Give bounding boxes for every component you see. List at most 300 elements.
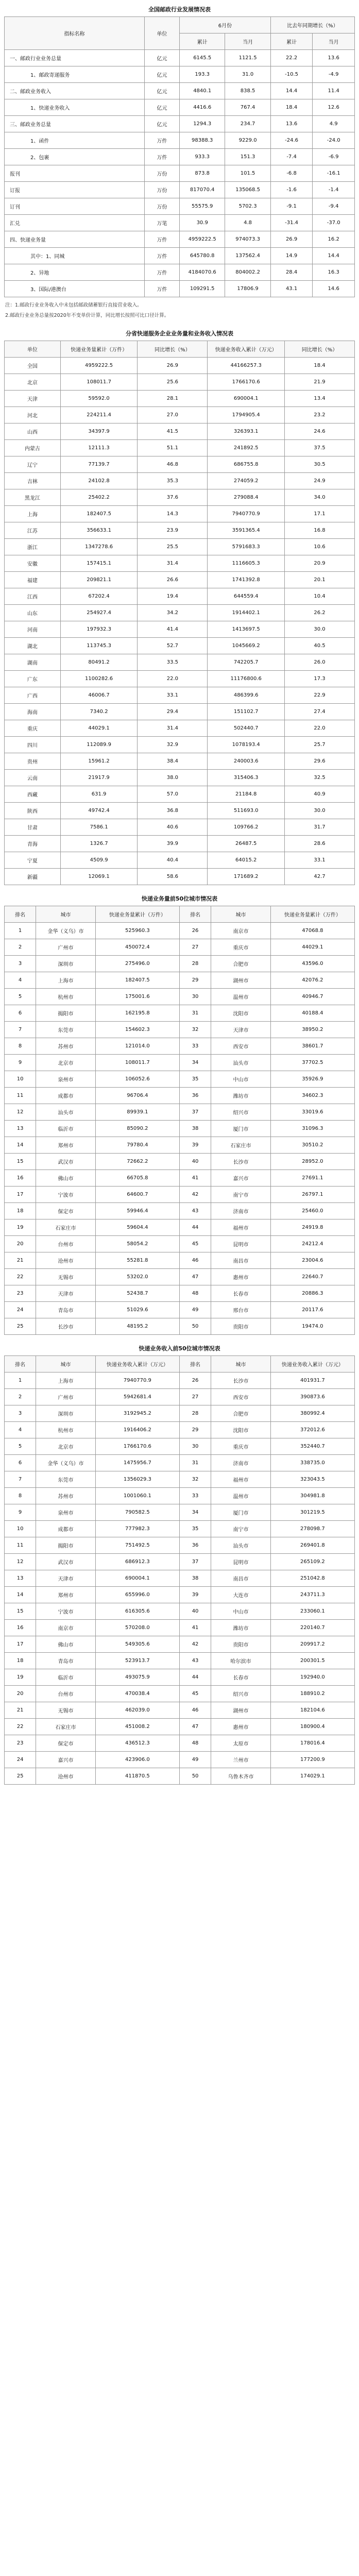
table-row (5, 248, 355, 264)
table-cell: 杭州市 (36, 989, 96, 1005)
table-cell: 潍坊市 (211, 1620, 271, 1636)
table-cell: 1294.3 (180, 116, 225, 132)
table-cell: 34.0 (284, 489, 354, 506)
table-cell: 5 (5, 989, 36, 1005)
table-cell: -10.5 (270, 66, 313, 83)
table-cell: 436512.3 (95, 1735, 179, 1752)
table-cell: 401931.7 (270, 1372, 354, 1389)
table-cell: 佛山市 (36, 1170, 96, 1187)
table-cell: 潍坊市 (211, 1088, 271, 1104)
table-row (5, 555, 355, 572)
table-cell: 9 (5, 1055, 36, 1071)
table-row (5, 1570, 355, 1587)
table-cell: 新疆 (5, 869, 61, 885)
table-row (5, 198, 355, 215)
table-cell: 6145.5 (180, 50, 225, 66)
table-row (5, 66, 355, 83)
table-row (5, 1170, 355, 1187)
table-cell: 西藏 (5, 786, 61, 803)
table-cell: 台州市 (36, 1686, 96, 1702)
table-cell: 43 (179, 1653, 211, 1669)
table-cell: 广东 (5, 671, 61, 687)
table-cell: 52.7 (138, 638, 208, 654)
table-cell: 645780.8 (180, 248, 225, 264)
table-cell: 25 (5, 1318, 36, 1335)
table-cell: 26.9 (138, 358, 208, 374)
table-cell: 内蒙古 (5, 440, 61, 456)
table-cell: 亿元 (145, 99, 180, 116)
table-cell: 天津市 (211, 1022, 271, 1038)
table-cell: 171689.2 (208, 869, 285, 885)
table-cell: 48 (179, 1285, 211, 1302)
table-cell: 37 (179, 1104, 211, 1121)
table-cell: 石家庄市 (211, 1137, 271, 1154)
table-cell: 合肥市 (211, 956, 271, 972)
table-row (5, 1587, 355, 1603)
table-row (5, 1471, 355, 1488)
table-cell: 162195.8 (95, 1005, 179, 1022)
table-cell: 金华（义乌）市 (36, 1455, 96, 1471)
table-cell: 南宁市 (211, 1521, 271, 1537)
table-row (5, 1071, 355, 1088)
table-cell: 河南 (5, 621, 61, 638)
table-cell: 182407.5 (95, 972, 179, 989)
table-row (5, 423, 355, 440)
table-cell: 26.6 (138, 572, 208, 588)
table-cell: 22 (5, 1719, 36, 1735)
table-cell: 275496.0 (95, 956, 179, 972)
table-cell: 21 (5, 1702, 36, 1719)
table-cell: 243711.3 (270, 1587, 354, 1603)
table-cell: 5 (5, 1438, 36, 1455)
table-cell: 杭州市 (36, 1422, 96, 1438)
table-cell: 11.4 (313, 83, 355, 99)
table-cell: 27 (179, 1389, 211, 1405)
table-cell: 188910.2 (270, 1686, 354, 1702)
table-cell: 天津 (5, 391, 61, 407)
table-cell: -1.6 (270, 182, 313, 198)
table-cell: 40946.7 (270, 989, 354, 1005)
table-cell: 陕西 (5, 803, 61, 819)
table-row (5, 1636, 355, 1653)
table-row (5, 687, 355, 704)
table-cell: 29.4 (138, 704, 208, 720)
column-header: 同比增长（%） (284, 341, 354, 358)
table-cell: 36 (179, 1088, 211, 1104)
table-cell: 亿元 (145, 50, 180, 66)
table-cell: 长沙市 (211, 1372, 271, 1389)
table-cell: 8 (5, 1038, 36, 1055)
table-row (5, 1521, 355, 1537)
table-cell: 邢台市 (211, 1302, 271, 1318)
table-cell: 36.8 (138, 803, 208, 819)
table-cell: 523913.7 (95, 1653, 179, 1669)
table-cell: 8 (5, 1488, 36, 1504)
table1-notes (4, 297, 355, 324)
table-cell: 40 (179, 1154, 211, 1170)
table-cell: 174029.1 (270, 1768, 354, 1785)
table-cell: 嘉兴市 (36, 1752, 96, 1768)
table-cell: 48195.2 (95, 1318, 179, 1335)
table-cell: 30510.2 (270, 1137, 354, 1154)
table-cell: 1045669.2 (208, 638, 285, 654)
table-cell: 山东 (5, 605, 61, 621)
table-cell: 4184070.6 (180, 264, 225, 281)
table-cell: 224211.4 (60, 407, 138, 423)
table-cell: 31 (179, 1005, 211, 1022)
table-cell: 21917.9 (60, 770, 138, 786)
column-header: 同比增长（%） (138, 341, 208, 358)
table-row (5, 99, 355, 116)
table-cell: 1326.7 (60, 836, 138, 852)
table-row (5, 456, 355, 473)
column-header: 排名 (5, 1356, 36, 1372)
table-cell: 85090.2 (95, 1121, 179, 1137)
table-cell: 31 (179, 1455, 211, 1471)
table-cell: 20.1 (284, 572, 354, 588)
table-cell: 成都市 (36, 1088, 96, 1104)
table-cell: 南京市 (36, 1620, 96, 1636)
table-cell: 上海市 (36, 1372, 96, 1389)
table-cell: 惠州市 (211, 1719, 271, 1735)
indicator-name: 2、异地 (5, 264, 145, 281)
table-row (5, 819, 355, 836)
table-row (5, 1735, 355, 1752)
table-cell: 16.8 (284, 522, 354, 539)
table-cell: 宁夏 (5, 852, 61, 869)
table-cell: 24.6 (284, 423, 354, 440)
table-cell: 北京 (5, 374, 61, 391)
table-cell: 42 (179, 1636, 211, 1653)
table-cell: 亿元 (145, 83, 180, 99)
table-cell: 6 (5, 1005, 36, 1022)
table-cell: 80491.2 (60, 654, 138, 671)
table-row (5, 588, 355, 605)
table-cell: 38601.7 (270, 1038, 354, 1055)
table-cell: 苏州市 (36, 1488, 96, 1504)
table-cell: 9229.0 (225, 132, 270, 149)
table-cell: 16 (5, 1170, 36, 1187)
table-cell: 辽宁 (5, 456, 61, 473)
table-cell: 570208.0 (95, 1620, 179, 1636)
table-cell: 10 (5, 1071, 36, 1088)
table-cell: 767.4 (225, 99, 270, 116)
table-cell: 13.6 (270, 116, 313, 132)
table-cell: 72662.2 (95, 1154, 179, 1170)
indicator-name: 订报 (5, 182, 145, 198)
table-cell: 655996.0 (95, 1587, 179, 1603)
table-cell: 济南市 (211, 1203, 271, 1219)
table-cell: -24.0 (313, 132, 355, 149)
table-cell: 亿元 (145, 66, 180, 83)
table-cell: 209821.1 (60, 572, 138, 588)
table-cell: 34 (179, 1055, 211, 1071)
table-cell: 33 (179, 1038, 211, 1055)
table-cell: 29.6 (284, 753, 354, 770)
table-row (5, 836, 355, 852)
table-cell: 6 (5, 1455, 36, 1471)
table3-title: 快递业务量前50位城市情况表 (141, 895, 218, 902)
table-cell: 广州市 (36, 939, 96, 956)
table-row (5, 264, 355, 281)
table-cell: 沧州市 (36, 1252, 96, 1269)
table-cell: 31096.3 (270, 1121, 354, 1137)
table-cell: 43596.0 (270, 956, 354, 972)
table-cell: 河北 (5, 407, 61, 423)
column-header: 城市 (36, 906, 96, 923)
table-cell: 泉州市 (36, 1071, 96, 1088)
table-row (5, 1686, 355, 1702)
table-cell: 济南市 (211, 1455, 271, 1471)
table-cell: 113745.3 (60, 638, 138, 654)
table-cell: 万件 (145, 231, 180, 248)
table-cell: 台州市 (36, 1236, 96, 1252)
table-cell: 13 (5, 1570, 36, 1587)
table-row (5, 1372, 355, 1389)
table-cell: 51029.6 (95, 1302, 179, 1318)
table-cell: 26.0 (284, 654, 354, 671)
table-cell: 40.6 (138, 819, 208, 836)
table-row (5, 1504, 355, 1521)
table-cell: 23 (5, 1735, 36, 1752)
table-row (5, 638, 355, 654)
table-cell: 356633.1 (60, 522, 138, 539)
table-cell: 22.0 (138, 671, 208, 687)
table-cell: 33.1 (284, 852, 354, 869)
table-row (5, 1252, 355, 1269)
indicator-name: 一、邮政行业业务总量 (5, 50, 145, 66)
table-row (5, 956, 355, 972)
table-cell: 67202.4 (60, 588, 138, 605)
table-cell: -37.0 (313, 215, 355, 231)
table-cell: 15 (5, 1603, 36, 1620)
table-cell: 96706.4 (95, 1088, 179, 1104)
table-cell: 上海市 (36, 972, 96, 989)
postal-industry-table (4, 16, 355, 297)
table-cell: 万件 (145, 149, 180, 165)
table-row (5, 1219, 355, 1236)
table-cell: 青岛市 (36, 1653, 96, 1669)
table-row (5, 506, 355, 522)
table-cell: 23.9 (138, 522, 208, 539)
table-cell: 151.3 (225, 149, 270, 165)
indicator-name: 订刊 (5, 198, 145, 215)
table-cell: 24.9 (284, 473, 354, 489)
table-cell: 绍兴市 (211, 1104, 271, 1121)
table-cell: 石家庄市 (36, 1219, 96, 1236)
table-cell: 33019.6 (270, 1104, 354, 1121)
table-cell: 温州市 (211, 989, 271, 1005)
table-cell: 13.6 (313, 50, 355, 66)
table-cell: 22.0 (284, 720, 354, 737)
table-cell: 151102.7 (208, 704, 285, 720)
table-cell: 28.4 (270, 264, 313, 281)
indicator-name: 二、邮政业务收入 (5, 83, 145, 99)
table-cell: 89939.1 (95, 1104, 179, 1121)
table-cell: 27.4 (284, 704, 354, 720)
table-cell: 汕头市 (211, 1055, 271, 1071)
table-cell: 37702.5 (270, 1055, 354, 1071)
table-cell: 137562.4 (225, 248, 270, 264)
table-row (5, 1554, 355, 1570)
table-cell: 20117.6 (270, 1302, 354, 1318)
table-cell: 35926.9 (270, 1071, 354, 1088)
table-cell: 112089.9 (60, 737, 138, 753)
table-cell: 18.4 (284, 358, 354, 374)
table-cell: 135068.5 (225, 182, 270, 198)
table-cell: 108011.7 (60, 374, 138, 391)
table-cell: 301219.5 (270, 1504, 354, 1521)
table-cell: 37.6 (138, 489, 208, 506)
table-cell: 32 (179, 1471, 211, 1488)
table-cell: 10.4 (284, 588, 354, 605)
table-cell: 43 (179, 1203, 211, 1219)
table-cell: 长春市 (211, 1669, 271, 1686)
table-cell: 保定市 (36, 1735, 96, 1752)
table-row (5, 654, 355, 671)
table-row (5, 407, 355, 423)
table-cell: 46 (179, 1702, 211, 1719)
table-cell: 49742.4 (60, 803, 138, 819)
table-cell: 27 (179, 939, 211, 956)
table-row (5, 440, 355, 456)
table-cell: 宁波市 (36, 1603, 96, 1620)
table-cell: 郑州市 (36, 1587, 96, 1603)
table-row (5, 1620, 355, 1636)
table1-title: 全国邮政行业发展情况表 (148, 6, 211, 13)
table-cell: 279088.4 (208, 489, 285, 506)
table-cell: 22640.7 (270, 1269, 354, 1285)
table-row (5, 1154, 355, 1170)
table-cell: 14 (5, 1587, 36, 1603)
table-cell: 352440.7 (270, 1438, 354, 1455)
table-cell: 23 (5, 1285, 36, 1302)
table-cell: 372012.6 (270, 1422, 354, 1438)
indicator-name: 2、包裹 (5, 149, 145, 165)
table-cell: 4 (5, 972, 36, 989)
table-row (5, 1768, 355, 1785)
table-cell: 18.4 (270, 99, 313, 116)
table-cell: 24 (5, 1752, 36, 1768)
table-row (5, 50, 355, 66)
table-cell: 59592.0 (60, 391, 138, 407)
table-row (5, 923, 355, 939)
column-header: 快递业务量累计（万件） (60, 341, 138, 358)
table-cell: 33 (179, 1488, 211, 1504)
table-cell: 西安市 (211, 1038, 271, 1055)
table-cell: 24 (5, 1302, 36, 1318)
table-cell: 惠州市 (211, 1269, 271, 1285)
table-cell: 838.5 (225, 83, 270, 99)
table-cell: 44029.1 (270, 939, 354, 956)
table-cell: 吉林 (5, 473, 61, 489)
table-cell: 1100282.6 (60, 671, 138, 687)
table-cell: 19474.0 (270, 1318, 354, 1335)
table-cell: 59946.4 (95, 1203, 179, 1219)
table-row (5, 1422, 355, 1438)
table-cell: 3 (5, 1405, 36, 1422)
table-cell: 湖州市 (211, 1702, 271, 1719)
table-cell: 274059.2 (208, 473, 285, 489)
table-row (5, 989, 355, 1005)
table-cell: 53202.0 (95, 1269, 179, 1285)
table-cell: 241892.5 (208, 440, 285, 456)
table-cell: 大连市 (211, 1587, 271, 1603)
table-cell: 109766.2 (208, 819, 285, 836)
table-row (5, 1302, 355, 1318)
table-cell: 福建 (5, 572, 61, 588)
table-cell: 亿元 (145, 116, 180, 132)
table-cell: 55575.9 (180, 198, 225, 215)
table-cell: 55281.8 (95, 1252, 179, 1269)
table-cell: 泉州市 (36, 1504, 96, 1521)
table-cell: 太原市 (211, 1735, 271, 1752)
table-cell: 57.0 (138, 786, 208, 803)
table-row (5, 704, 355, 720)
table-cell: 200301.5 (270, 1653, 354, 1669)
column-header: 快递业务收入累计（万元） (208, 341, 285, 358)
table-cell: 万份 (145, 198, 180, 215)
table-cell: 1766170.6 (208, 374, 285, 391)
table-cell: 全国 (5, 358, 61, 374)
table-cell: -4.9 (313, 66, 355, 83)
table-cell: 77139.7 (60, 456, 138, 473)
table4-title: 快递业务收入前50位城市情况表 (139, 1345, 220, 1352)
table-cell: 450072.4 (95, 939, 179, 956)
table-cell: 深圳市 (36, 956, 96, 972)
table-row (5, 1438, 355, 1455)
table-cell: 7940770.9 (208, 506, 285, 522)
table-cell: 644559.4 (208, 588, 285, 605)
column-header: 快递业务量累计（万件） (270, 906, 354, 923)
table-cell: 西安市 (211, 1389, 271, 1405)
table-cell: 41 (179, 1620, 211, 1636)
table-row (5, 572, 355, 588)
table-row (5, 972, 355, 989)
table-cell: 海南 (5, 704, 61, 720)
table-cell: 690004.1 (95, 1570, 179, 1587)
table-row (5, 522, 355, 539)
table-row (5, 83, 355, 99)
table-cell: 33.5 (138, 654, 208, 671)
table-row (5, 1055, 355, 1071)
table-cell: 30 (179, 989, 211, 1005)
table-cell: 南宁市 (211, 1187, 271, 1203)
table-cell: 14 (5, 1137, 36, 1154)
table-cell: 34 (179, 1504, 211, 1521)
table-cell: 江西 (5, 588, 61, 605)
table-cell: 38.0 (138, 770, 208, 786)
column-header: 快递业务收入累计（万元） (95, 1356, 179, 1372)
table-row (5, 869, 355, 885)
table-cell: 汕头市 (211, 1537, 271, 1554)
table-cell: 临沂市 (36, 1669, 96, 1686)
table-cell: 12.6 (313, 99, 355, 116)
table-cell: 21 (5, 1252, 36, 1269)
table-cell: 14.4 (270, 83, 313, 99)
table-cell: 101.5 (225, 165, 270, 182)
table-cell: 3192945.2 (95, 1405, 179, 1422)
table-row (5, 1669, 355, 1686)
table-cell: 沈阳市 (211, 1005, 271, 1022)
table-cell: 233060.1 (270, 1603, 354, 1620)
indicator-name: 1、函件 (5, 132, 145, 149)
table-cell: 1794905.4 (208, 407, 285, 423)
table-cell: 26.9 (270, 231, 313, 248)
table-cell: 64015.2 (208, 852, 285, 869)
table-cell: 40 (179, 1603, 211, 1620)
table-row (5, 231, 355, 248)
